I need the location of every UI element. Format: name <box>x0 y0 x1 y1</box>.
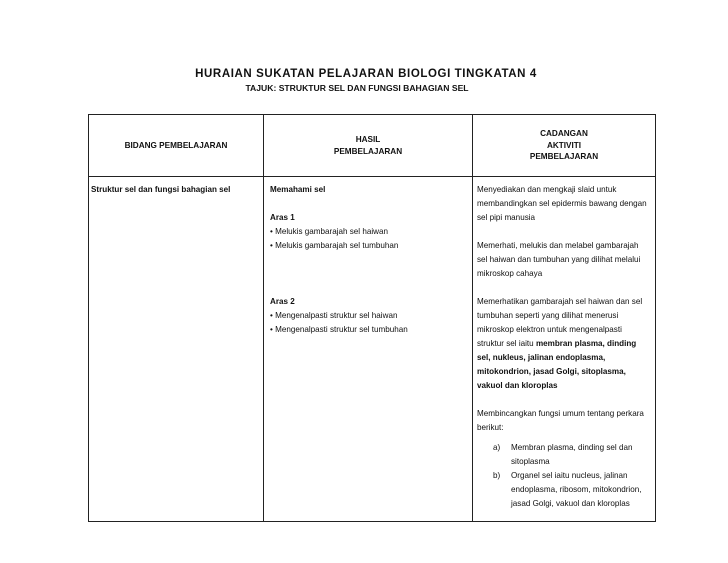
document-title: HURAIAN SUKATAN PELAJARAN BIOLOGI TINGKATAN 4 <box>195 68 537 80</box>
header-hasil-line1: HASIL <box>355 135 381 144</box>
aras1-item: • Melukis gambarajah sel haiwan <box>270 227 389 236</box>
cell-bidang <box>89 177 264 522</box>
list-item-text: Membran plasma, dinding sel dan sitoplasma <box>511 443 633 466</box>
cell-structures-list: membran plasma, dinding sel, nukleus, jalinan endoplasma, mitokondrion, jasad Golgi, sitoplasma, vakuol dan kloroplas <box>477 339 637 390</box>
list-item-text: Organel sel iaitu nucleus, jalinan endoplasma, ribosom, mitokondrion, jasad Golgi, vakuol dan kloroplas <box>511 471 642 508</box>
cell-aktiviti <box>473 177 656 522</box>
list-item <box>477 469 651 511</box>
list-marker: b) <box>493 471 501 480</box>
header-hasil-line2: PEMBELAJARAN <box>333 146 403 156</box>
list-marker: a) <box>493 443 501 452</box>
header-bidang-label: BIDANG PEMBELAJARAN <box>124 140 228 150</box>
table-header-row <box>89 115 656 177</box>
bidang-text: Struktur sel dan fungsi bahagian sel <box>91 185 231 194</box>
syllabus-table <box>88 114 656 522</box>
aktiviti-paragraph-3-text: Memerhatikan gambarajah sel haiwan dan sel tumbuhan seperti yang dilihat menerusi mikroskop elektron untuk mengenalpasti struktur sel iaitu <box>477 297 643 348</box>
table-row <box>89 177 656 522</box>
aktiviti-paragraph-2: Memerhati, melukis dan melabel gambarajah sel haiwan dan tumbuhan yang dilihat melalui mikroskop cahaya <box>477 241 641 278</box>
aras1-item: • Melukis gambarajah sel tumbuhan <box>270 241 399 250</box>
header-aktiviti <box>473 115 656 177</box>
cell-hasil <box>264 177 473 522</box>
function-list <box>477 441 651 511</box>
header-aktiviti-line2: AKTIVITI <box>546 140 582 150</box>
hasil-heading: Memahami sel <box>270 185 326 194</box>
header-aktiviti-line1: CADANGAN <box>540 129 588 139</box>
header-aktiviti-line3: PEMBELAJARAN <box>529 152 599 162</box>
aras2-item: • Mengenalpasti struktur sel haiwan <box>270 311 398 320</box>
aktiviti-paragraph-1: Menyediakan dan mengkaji slaid untuk membandingkan sel epidermis bawang dengan sel pipi manusia <box>477 185 647 222</box>
aras2-item: • Mengenalpasti struktur sel tumbuhan <box>270 325 408 334</box>
document-subtitle: TAJUK: STRUKTUR SEL DAN FUNGSI BAHAGIAN SEL <box>245 83 469 93</box>
aras2-label: Aras 2 <box>270 297 295 306</box>
aktiviti-paragraph-4: Membincangkan fungsi umum tentang perkara berikut: <box>477 409 644 432</box>
list-item <box>477 441 651 469</box>
aktiviti-paragraph-3 <box>477 295 651 393</box>
aras1-label: Aras 1 <box>270 213 295 222</box>
header-bidang <box>89 115 264 177</box>
header-hasil <box>264 115 473 177</box>
